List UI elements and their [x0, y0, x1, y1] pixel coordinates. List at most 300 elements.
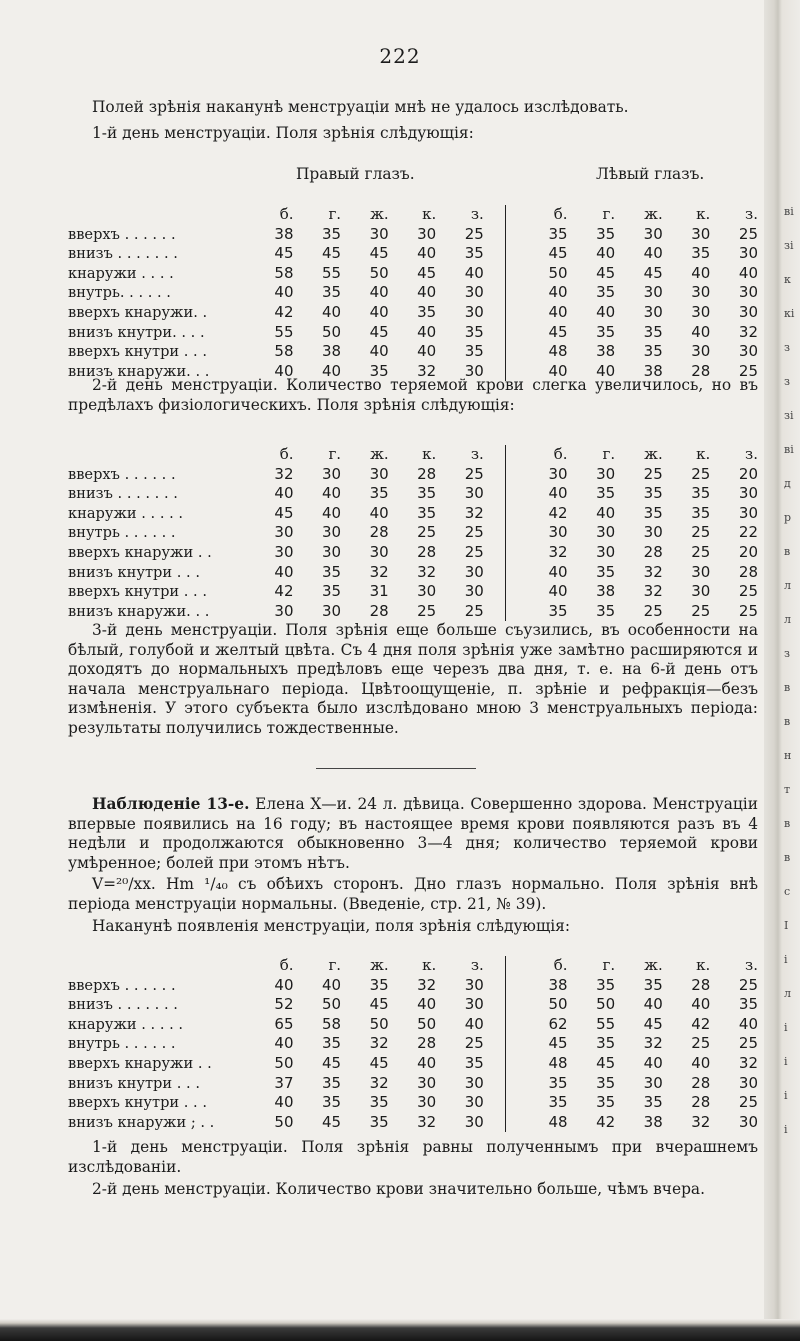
table-cell: 25 [464, 224, 484, 243]
edge-fragment: з [784, 375, 790, 388]
table-cell: 28 [691, 975, 711, 994]
table-cell: 40 [691, 1053, 711, 1072]
table-cell: 42 [548, 503, 568, 522]
header-blank [68, 445, 246, 465]
table-cell: 35 [464, 1053, 484, 1072]
gap [505, 484, 520, 504]
header-blank [68, 956, 246, 976]
table-cell: 30 [643, 283, 663, 302]
edge-fragment: і [784, 1055, 788, 1068]
table-cell: 45 [417, 263, 437, 282]
table-cell: 38 [321, 342, 342, 361]
table-cell: 30 [643, 224, 663, 243]
visual-field-table-obs13 [68, 956, 758, 1132]
table-row [68, 563, 758, 583]
table-cell: 40 [417, 995, 437, 1014]
table-cell: 32 [369, 1073, 389, 1092]
table-cell: 32 [738, 1053, 758, 1072]
table-cell: 30 [691, 283, 711, 302]
vision-paragraph: V=²⁰/xx. Hm ¹/₄₀ съ обѣихъ сторонъ. Дно глазъ нормально. Поля зрѣнія внѣ періода менструаціи нормальны. (Введеніе, стр. 21, № 39). [68, 875, 758, 913]
page-number: 222 [379, 44, 421, 68]
table-cell: 25 [464, 542, 484, 561]
table-cell: 30 [464, 562, 484, 581]
facing-page-edge [764, 0, 800, 1341]
table-cell: 30 [596, 523, 616, 542]
table-cell: 22 [738, 523, 758, 542]
table-cell: 25 [691, 464, 711, 483]
edge-fragment: н [784, 749, 792, 762]
table-cell: 35 [548, 601, 568, 620]
left-eye-heading: Лѣвый глазъ. [596, 165, 705, 183]
table-cell: 25 [464, 464, 484, 483]
table-cell: 30 [464, 995, 484, 1014]
gap [505, 445, 520, 465]
table-cell: 25 [643, 464, 663, 483]
gap [505, 523, 520, 543]
table-cell: 50 [321, 995, 342, 1014]
table-cell: 35 [464, 322, 484, 341]
row-label: вверхъ кнутри . . . [68, 583, 207, 601]
column-header: ж. [370, 205, 389, 223]
table-cell: 30 [691, 582, 711, 601]
eye-separator [484, 976, 505, 996]
edge-fragment: в [784, 817, 791, 830]
table-cell: 32 [548, 542, 568, 561]
table-cell: 55 [596, 1014, 616, 1033]
table-cell: 20 [738, 464, 758, 483]
table-cell: 30 [274, 601, 294, 620]
gap [505, 563, 520, 583]
table-cell: 25 [738, 361, 758, 380]
table-cell: 45 [321, 1053, 342, 1072]
eye-separator [484, 956, 505, 976]
table-cell: 30 [274, 523, 294, 542]
intro-line-1: Полей зрѣнія наканунѣ менструаціи мнѣ не удалось изслѣдовать. [92, 98, 629, 116]
table-cell: 35 [691, 484, 711, 503]
edge-fragment: в [784, 681, 791, 694]
table-cell: 62 [548, 1014, 568, 1033]
obs13-day1-paragraph: 1-й день менструаціи. Поля зрѣнія равны полученнымъ при вчерашнемъ изслѣдованіи. [68, 1138, 758, 1176]
column-header: з. [470, 956, 484, 974]
row-label: внизъ . . . . . . . [68, 485, 178, 503]
table-cell: 35 [596, 975, 616, 994]
table-cell: 40 [417, 322, 437, 341]
table-cell: 30 [464, 302, 484, 321]
table-cell: 32 [274, 464, 294, 483]
table-cell: 40 [596, 244, 616, 263]
row-label: вверхъ . . . . . . [68, 465, 176, 483]
observation-text: Елена Х—и. 24 л. дѣвица. Совершенно здорова. Менструаціи впервые появились на 16 году; въ настоящее время крови появляются разъ въ 4 недѣли и продолжаются обыкновенно 3—4 дня; количество теряемой крови умѣренное; болей при этомъ нѣтъ. [68, 795, 758, 872]
table-cell: 28 [643, 542, 663, 561]
table-cell: 40 [274, 283, 294, 302]
eye-separator [484, 244, 505, 264]
premenstrual-line: Наканунѣ появленія менструаціи, поля зрѣнія слѣдующія: [92, 917, 571, 935]
table-row [68, 484, 758, 504]
column-header: ж. [644, 205, 663, 223]
table-cell: 28 [417, 464, 437, 483]
table-cell: 30 [464, 1073, 484, 1092]
row-label: вверхъ . . . . . . [68, 225, 176, 243]
table-row [68, 303, 758, 323]
table-cell: 35 [321, 562, 342, 581]
edge-fragment: р [784, 511, 792, 524]
table-cell: 25 [691, 601, 711, 620]
header-blank [68, 205, 246, 225]
table-cell: 35 [596, 1093, 616, 1112]
table-cell: 30 [417, 224, 437, 243]
gap [505, 244, 520, 264]
edge-fragment: д [784, 477, 791, 490]
table-cell: 30 [321, 601, 342, 620]
table-cell: 40 [548, 361, 568, 380]
edge-fragment: і [784, 1089, 788, 1102]
table-cell: 48 [548, 342, 568, 361]
column-header: з. [745, 956, 758, 974]
table-cell: 28 [691, 1073, 711, 1092]
table-cell: 32 [417, 975, 437, 994]
gap [505, 264, 520, 284]
table-cell: 45 [369, 995, 389, 1014]
table-cell: 38 [274, 224, 294, 243]
gap [505, 283, 520, 303]
table-cell: 25 [417, 601, 437, 620]
table-cell: 50 [274, 1112, 294, 1131]
column-header: б. [553, 956, 568, 974]
gap [505, 303, 520, 323]
table-cell: 30 [738, 283, 758, 302]
table-cell: 45 [643, 1014, 663, 1033]
table-cell: 28 [369, 601, 389, 620]
table-cell: 30 [464, 283, 484, 302]
column-header: ж. [644, 445, 663, 463]
eye-separator [484, 484, 505, 504]
row-label: внизъ . . . . . . . [68, 245, 178, 263]
table-cell: 35 [596, 1073, 616, 1092]
table-cell: 45 [369, 322, 389, 341]
scan-bottom-shadow [0, 1319, 800, 1341]
row-label: внизъ кнутри . . . [68, 1074, 200, 1092]
eye-separator [484, 445, 505, 465]
eye-separator [484, 504, 505, 524]
table-cell: 35 [417, 484, 437, 503]
column-header: к. [422, 445, 437, 463]
table-cell: 35 [417, 503, 437, 522]
edge-fragment: і [784, 1123, 788, 1136]
table-cell: 30 [464, 484, 484, 503]
table-cell: 42 [274, 302, 294, 321]
table-cell: 38 [596, 342, 616, 361]
table-cell: 32 [691, 1112, 711, 1131]
column-header: к. [422, 205, 437, 223]
table-cell: 50 [321, 322, 342, 341]
eye-separator [484, 1093, 505, 1113]
table-row [68, 323, 758, 343]
table-cell: 30 [548, 523, 568, 542]
table-cell: 28 [691, 361, 711, 380]
table-cell: 35 [596, 1034, 616, 1053]
table-cell: 40 [274, 1093, 294, 1112]
table-row [68, 1093, 758, 1113]
row-label: вверхъ . . . . . . [68, 976, 176, 994]
column-header: г. [328, 205, 342, 223]
gap [505, 1015, 520, 1035]
table-cell: 35 [691, 244, 711, 263]
table-cell: 40 [464, 263, 484, 282]
table-cell: 30 [369, 464, 389, 483]
table-cell: 40 [464, 1014, 484, 1033]
table-cell: 32 [643, 1034, 663, 1053]
table-cell: 30 [464, 1093, 484, 1112]
table-cell: 40 [691, 995, 711, 1014]
column-header: б. [279, 445, 294, 463]
table-cell: 35 [596, 322, 616, 341]
edge-fragment: л [784, 987, 791, 1000]
edge-fragment: л [784, 613, 791, 626]
table-cell: 30 [548, 464, 568, 483]
day2-paragraph: 2-й день менструаціи. Количество теряемой крови слегка увеличилось, но въ предѣлахъ физіологическихъ. Поля зрѣнія слѣдующія: [68, 376, 758, 414]
row-label: кнаружи . . . . [68, 264, 174, 282]
table-cell: 40 [738, 263, 758, 282]
table-cell: 25 [691, 523, 711, 542]
column-header: г. [602, 445, 616, 463]
row-label: вверхъ кнутри . . . [68, 1094, 207, 1112]
table-cell: 28 [691, 1093, 711, 1112]
table-cell: 30 [596, 542, 616, 561]
table-cell: 40 [691, 322, 711, 341]
edge-fragment: в [784, 715, 791, 728]
table-cell: 30 [417, 1073, 437, 1092]
table-cell: 50 [369, 1014, 389, 1033]
table-row [68, 1034, 758, 1054]
row-label: внизъ кнаружи. . . [68, 362, 210, 380]
table-cell: 25 [464, 1034, 484, 1053]
table-cell: 35 [321, 1073, 342, 1092]
table-cell: 25 [738, 975, 758, 994]
table-cell: 45 [548, 1034, 568, 1053]
table-cell: 45 [369, 244, 389, 263]
row-label: внизъ кнутри . . . [68, 563, 200, 581]
edge-fragment: в [784, 545, 791, 558]
eye-separator [484, 582, 505, 602]
table-cell: 30 [738, 503, 758, 522]
table-cell: 35 [691, 503, 711, 522]
eye-separator [484, 1015, 505, 1035]
table-cell: 28 [417, 1034, 437, 1053]
table-cell: 35 [548, 224, 568, 243]
table-row [68, 465, 758, 485]
gap [505, 543, 520, 563]
eye-separator [484, 205, 505, 225]
edge-fragment: зі [784, 409, 794, 422]
table-cell: 30 [691, 562, 711, 581]
row-label: кнаружи . . . . . [68, 1015, 184, 1033]
table-cell: 35 [596, 283, 616, 302]
table-cell: 45 [643, 263, 663, 282]
eye-separator [484, 465, 505, 485]
visual-field-table-day1 [68, 205, 758, 381]
table-cell: 30 [738, 484, 758, 503]
row-label: кнаружи . . . . . [68, 504, 184, 522]
table-cell: 40 [321, 302, 342, 321]
table-cell: 40 [274, 562, 294, 581]
table-cell: 28 [417, 542, 437, 561]
table-cell: 40 [417, 342, 437, 361]
table-cell: 40 [417, 283, 437, 302]
table-cell: 30 [643, 1073, 663, 1092]
table-cell: 30 [643, 523, 663, 542]
table-cell: 35 [369, 975, 389, 994]
table-cell: 50 [548, 995, 568, 1014]
table-cell: 28 [738, 562, 758, 581]
table-cell: 35 [596, 562, 616, 581]
row-label: вверхъ кнаружи . . [68, 543, 212, 561]
table-cell: 35 [369, 361, 389, 380]
column-header: б. [279, 205, 294, 223]
column-header: ж. [644, 956, 663, 974]
table-cell: 35 [643, 975, 663, 994]
table-cell: 40 [417, 1053, 437, 1072]
gap [505, 976, 520, 996]
column-header: г. [328, 445, 342, 463]
table-cell: 20 [738, 542, 758, 561]
row-label: внизъ кнаружи ; . . [68, 1113, 215, 1131]
eye-separator [484, 1074, 505, 1094]
table-cell: 45 [369, 1053, 389, 1072]
column-header-row [68, 445, 758, 465]
edge-fragment: т [784, 783, 791, 796]
table-cell: 40 [596, 503, 616, 522]
table-cell: 35 [464, 342, 484, 361]
table-cell: 30 [464, 582, 484, 601]
row-label: внутрь . . . . . . [68, 1035, 176, 1053]
table-cell: 45 [274, 244, 294, 263]
observation-title: Наблюденіе 13-е. [92, 795, 250, 813]
gap [505, 1093, 520, 1113]
observation-13-paragraph [68, 795, 758, 873]
table-cell: 32 [464, 503, 484, 522]
table-cell: 30 [464, 361, 484, 380]
table-cell: 35 [596, 224, 616, 243]
column-header: г. [602, 205, 616, 223]
gap [505, 225, 520, 245]
table-cell: 50 [417, 1014, 437, 1033]
eye-separator [484, 323, 505, 343]
section-divider [316, 768, 476, 769]
table-cell: 40 [643, 995, 663, 1014]
row-label: вверхъ кнутри . . . [68, 343, 207, 361]
visual-field-table-day2 [68, 445, 758, 621]
column-header: к. [696, 205, 711, 223]
table-row [68, 976, 758, 996]
table-cell: 58 [274, 263, 294, 282]
table-cell: 35 [738, 995, 758, 1014]
column-header: ж. [370, 445, 389, 463]
table-row [68, 1113, 758, 1133]
row-label: вверхъ кнаружи . . [68, 1054, 212, 1072]
table-cell: 25 [738, 1034, 758, 1053]
row-label: вверхъ кнаружи. . [68, 303, 208, 321]
table-row [68, 995, 758, 1015]
table-cell: 25 [464, 523, 484, 542]
table-cell: 40 [321, 503, 342, 522]
table-cell: 40 [321, 484, 342, 503]
table-cell: 25 [691, 542, 711, 561]
column-header: к. [696, 956, 711, 974]
table-cell: 30 [417, 1093, 437, 1112]
eye-separator [484, 342, 505, 362]
table-cell: 40 [596, 361, 616, 380]
table-cell: 40 [643, 1053, 663, 1072]
table-cell: 35 [321, 582, 342, 601]
table-cell: 65 [274, 1014, 294, 1033]
eye-separator [484, 1113, 505, 1133]
gap [505, 205, 520, 225]
table-cell: 35 [321, 1034, 342, 1053]
table-cell: 30 [321, 542, 342, 561]
gap [505, 323, 520, 343]
eye-separator [484, 523, 505, 543]
table-cell: 32 [369, 562, 389, 581]
column-header: б. [279, 956, 294, 974]
obs13-day2-paragraph: 2-й день менструаціи. Количество крови значительно больше, чѣмъ вчера. [92, 1180, 706, 1198]
table-cell: 35 [369, 1093, 389, 1112]
table-cell: 35 [369, 484, 389, 503]
table-cell: 30 [321, 523, 342, 542]
table-cell: 35 [643, 503, 663, 522]
row-label: внутрь . . . . . . [68, 524, 176, 542]
table-cell: 32 [643, 582, 663, 601]
table-row [68, 283, 758, 303]
column-header: б. [553, 445, 568, 463]
table-cell: 40 [369, 342, 389, 361]
eye-separator [484, 264, 505, 284]
table-row [68, 602, 758, 622]
table-cell: 40 [548, 283, 568, 302]
edge-fragment: з [784, 647, 790, 660]
table-cell: 58 [274, 342, 294, 361]
table-cell: 25 [417, 523, 437, 542]
table-cell: 40 [274, 975, 294, 994]
table-cell: 40 [369, 283, 389, 302]
table-cell: 35 [464, 244, 484, 263]
table-cell: 40 [596, 302, 616, 321]
column-header: з. [470, 445, 484, 463]
table-cell: 35 [548, 1093, 568, 1112]
eye-separator [484, 995, 505, 1015]
column-header: з. [470, 205, 484, 223]
table-cell: 30 [596, 464, 616, 483]
table-cell: 30 [738, 1073, 758, 1092]
table-cell: 25 [691, 1034, 711, 1053]
eye-separator [484, 283, 505, 303]
table-row [68, 1074, 758, 1094]
table-cell: 40 [691, 263, 711, 282]
right-eye-heading: Правый глазъ. [296, 165, 415, 183]
table-row [68, 543, 758, 563]
edge-fragment: л [784, 579, 791, 592]
edge-fragment: з [784, 341, 790, 354]
table-cell: 50 [548, 263, 568, 282]
column-header-row [68, 956, 758, 976]
column-header: к. [422, 956, 437, 974]
eye-separator [484, 1034, 505, 1054]
table-cell: 40 [321, 975, 342, 994]
column-header: з. [745, 205, 758, 223]
edge-fragment: кі [784, 307, 795, 320]
eye-separator [484, 602, 505, 622]
table-row [68, 244, 758, 264]
table-cell: 30 [369, 224, 389, 243]
